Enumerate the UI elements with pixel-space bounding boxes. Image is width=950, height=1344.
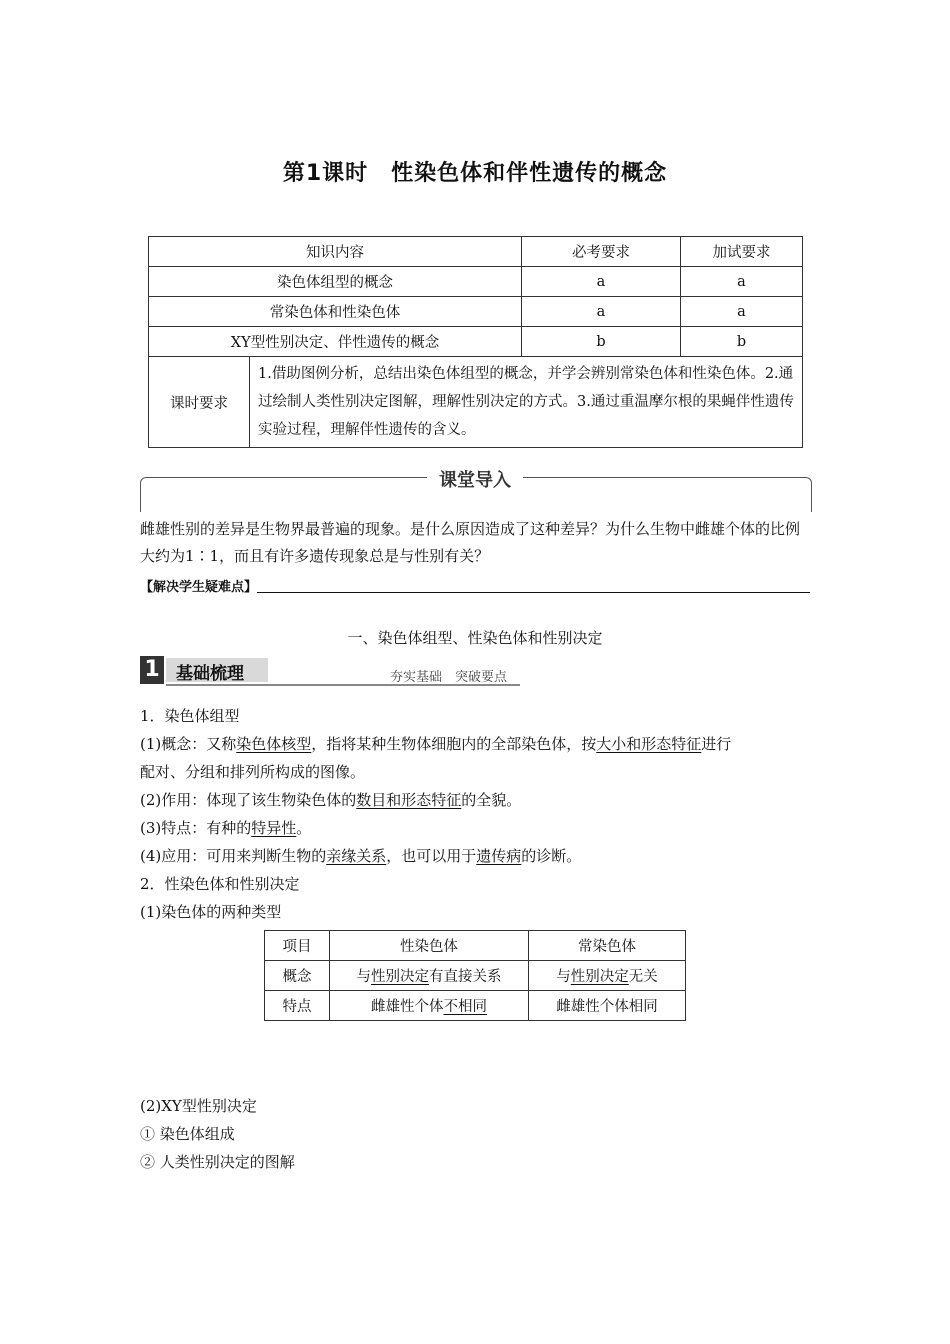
- answer-blank: 不相同: [443, 999, 487, 1015]
- text-span: 与: [356, 969, 371, 985]
- table-cell: a: [681, 267, 803, 297]
- text-span: (3)特点：有种的: [140, 819, 252, 837]
- header-sex-chromosome: 性染色体: [330, 931, 529, 961]
- table-cell: [330, 991, 529, 1021]
- table-cell: b: [681, 327, 803, 357]
- answer-blank: 性别决定: [570, 969, 629, 985]
- answer-blank: 染色体核型: [236, 735, 312, 753]
- text-span: 的全貌。: [461, 791, 522, 809]
- table-cell: XY型性别决定、伴性遗传的概念: [149, 327, 522, 357]
- header-required: 必考要求: [522, 237, 681, 267]
- text-span: ，指将某种生物体细胞内的全部染色体，按: [311, 735, 597, 753]
- table-header-row: [265, 931, 686, 961]
- banner-number: 1: [140, 656, 164, 684]
- table-cell: a: [681, 297, 803, 327]
- table-row: [149, 357, 803, 448]
- table-cell: a: [522, 267, 681, 297]
- table-row: [149, 327, 803, 357]
- table-cell: b: [522, 327, 681, 357]
- table-header-row: [149, 237, 803, 267]
- intro-text: 雌雄性别的差异是生物界最普遍的现象。是什么原因造成了这种差异？为什么生物中雌雄个体的比例大约为1∶1，而且有许多遗传现象总是与性别有关？: [140, 520, 801, 565]
- lesson-row: [149, 357, 803, 448]
- text-span: (1)概念：又称: [140, 735, 237, 753]
- table-cell: 常染色体和性染色体: [149, 297, 522, 327]
- text-span: 的诊断。: [521, 847, 582, 865]
- item-2-2: (2)XY型性别决定: [140, 1097, 257, 1115]
- banner-subtitle: 夯实基础 突破要点: [390, 670, 508, 685]
- row-label: 特点: [265, 991, 330, 1021]
- answer-blank: 数目和形态特征: [356, 791, 462, 809]
- solve-label: 【解决学生疑难点】: [140, 580, 258, 595]
- lesson-label: 课时要求: [149, 357, 250, 447]
- answer-blank: 亲缘关系: [326, 847, 387, 865]
- text-span: (2)作用：体现了该生物染色体的: [140, 791, 357, 809]
- table-cell: [330, 961, 529, 991]
- table-cell: [529, 961, 686, 991]
- table-cell: a: [522, 297, 681, 327]
- page-title: 第1课时 性染色体和伴性遗传的概念: [282, 161, 668, 186]
- text-span: 进行: [701, 735, 732, 753]
- text-span: 雌雄性个体: [371, 999, 444, 1015]
- solve-line: [140, 576, 810, 593]
- header-knowledge: 知识内容: [149, 237, 522, 267]
- item-2-2-a: ① 染色体组成: [140, 1125, 235, 1143]
- intro-tag-label: 课堂导入: [427, 470, 523, 491]
- intro-tag: [0, 466, 950, 492]
- item-1-1-cont: 配对、分组和排列所构成的图像。: [140, 763, 366, 781]
- text-span: 。: [296, 819, 312, 837]
- table-row: [149, 297, 803, 327]
- item-1-4: [140, 846, 820, 866]
- item-1-2: [140, 790, 820, 810]
- lesson-text: 1.借助图例分析，总结出染色体组型的概念，并学会辨别常染色体和性染色体。2.通过绘制人类性别决定图解，理解性别决定的方式。3.通过重温摩尔根的果蝇伴性遗传实验过程，理解伴性遗传的含义。: [258, 366, 794, 438]
- answer-blank: 大小和形态特征: [596, 735, 702, 753]
- row-label: 概念: [265, 961, 330, 991]
- chromosome-types-table: [264, 930, 686, 1021]
- item-1-1: [140, 734, 820, 754]
- header-item: 项目: [265, 931, 330, 961]
- item-2-2-b: ② 人类性别决定的图解: [140, 1153, 295, 1171]
- text-span: 与: [556, 969, 571, 985]
- answer-blank: 性别决定: [371, 969, 429, 985]
- requirements-table: [148, 236, 803, 448]
- section-heading: 一、染色体组型、性染色体和性别决定: [347, 629, 603, 647]
- header-advanced: 加试要求: [681, 237, 803, 267]
- table-row: [265, 961, 686, 991]
- lesson-subtable: [149, 357, 802, 447]
- text-span: ，也可以用于: [386, 847, 477, 865]
- item-1-heading: 1．染色体组型: [140, 707, 240, 725]
- answer-blank: 特异性: [251, 819, 297, 837]
- text-span: 无关: [628, 969, 658, 985]
- table-cell: 雌雄性个体相同: [529, 991, 686, 1021]
- answer-blank: 遗传病: [476, 847, 522, 865]
- banner-title: 基础梳理: [176, 664, 244, 684]
- item-2-1: (1)染色体的两种类型: [140, 903, 282, 921]
- table-row: [149, 267, 803, 297]
- item-1-3: [140, 818, 820, 838]
- item-2-heading: 2．性染色体和性别决定: [140, 875, 300, 893]
- header-autosome: 常染色体: [529, 931, 686, 961]
- table-row: [265, 991, 686, 1021]
- text-span: (4)应用：可用来判断生物的: [140, 847, 327, 865]
- text-span: 有直接关系: [429, 969, 502, 985]
- table-cell: 染色体组型的概念: [149, 267, 522, 297]
- section-banner: [140, 656, 520, 686]
